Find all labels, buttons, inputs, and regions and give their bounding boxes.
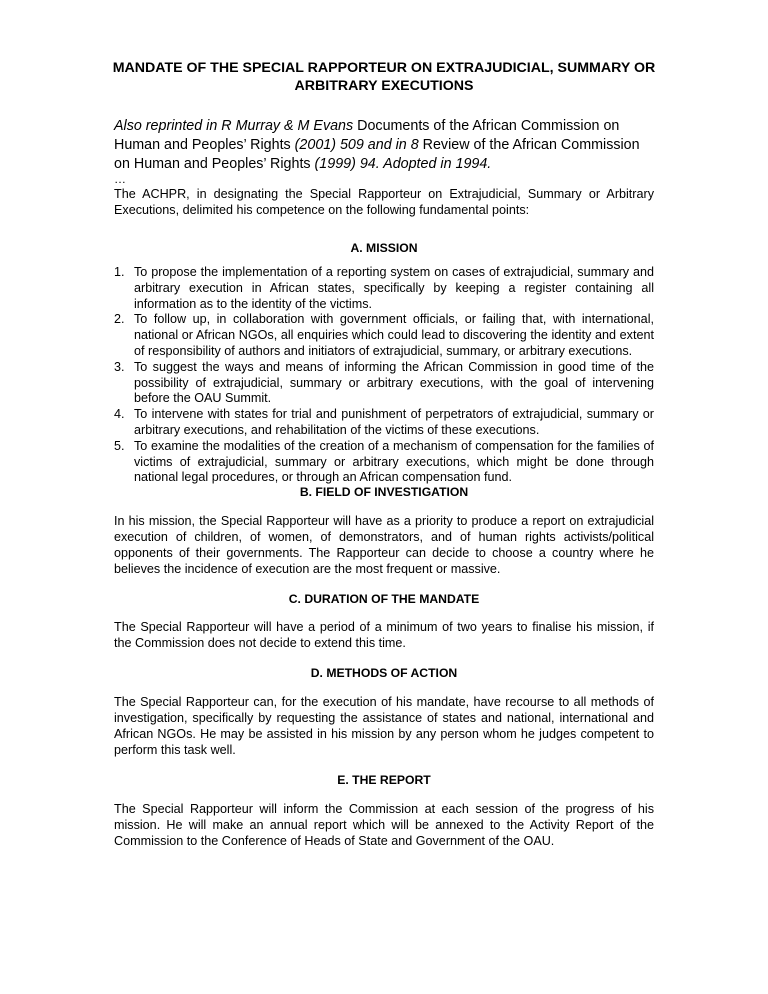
reprint-part-4: Review of the African Commission on Human and Peoples’ Rights [114,137,640,172]
intro-paragraph: The ACHPR, in designating the Special Rapporteur on Extrajudicial, Summary or Arbitrary Executions, delimited his competence on the following fundamental points: [114,187,654,217]
section-heading-field-of-investigation: B. FIELD OF INVESTIGATION [299,485,469,499]
reprint-part-3: (2001) 509 and in 8 [294,137,419,153]
mission-item-number: 3. [114,359,125,374]
reprint-part-5: (1999) 94. Adopted in 1994. [314,156,492,172]
mission-list-item [114,360,654,407]
reprint-part-1: Also reprinted in R Murray & M Evans [114,118,354,134]
reprint-note [114,117,657,174]
section-heading-duration: C. DURATION OF THE MANDATE [288,592,480,606]
mission-item-text: To follow up, in collaboration with government officials, or failing that, with international, national or African NGOs, all enquiries which could lead to discovering the identity and extent of responsibility of authors and initiators of extrajudicial, summary, or arbitrary executions. [134,312,654,358]
reprint-part-2: Documents of the African Commission on Human and Peoples’ Rights [114,118,620,153]
ellipsis-marker: … [114,172,126,186]
mission-list-item [114,439,654,486]
mission-item-number: 5. [114,438,125,453]
mission-item-text: To examine the modalities of the creation of a mechanism of compensation for the families of victims of extrajudicial, summary or arbitrary executions, which might be done through national legal procedures, or through an African compensation fund. [134,438,654,485]
methods-paragraph: The Special Rapporteur can, for the execution of his mandate, have recourse to all methods of investigation, specifically by requesting the assistance of states and national, international and African NGOs. He may be assisted in his mission by any person whom he judges competent to perform this task well. [114,695,654,757]
mission-list-item [114,407,654,439]
field-of-investigation-paragraph: In his mission, the Special Rapporteur will have as a priority to produce a report on extrajudicial execution of children, of women, of demonstrators, and of human rights activists/political opponents of their governments. The Rapporteur can decide to choose a country where he believes the incidence of execution are the most frequent or massive. [114,514,654,576]
mission-item-text: To propose the implementation of a reporting system on cases of extrajudicial, summary and arbitrary execution in African states, specifically by keeping a register containing all information as to the identity of the victims. [134,265,654,311]
mission-list [114,265,654,486]
mission-item-text: To suggest the ways and means of informing the African Commission in good time of the possibility of extrajudicial, summary or arbitrary executions, with the goal of intervening before the OAU Summit. [134,359,654,406]
section-heading-report: E. THE REPORT [337,773,431,787]
section-heading-mission: A. MISSION [350,241,418,255]
mission-item-text: To intervene with states for trial and punishment of perpetrators of extrajudicial, summary or arbitrary executions, and rehabilitation of the victims of these executions. [134,407,654,437]
mission-list-item [114,312,654,359]
section-heading-methods: D. METHODS OF ACTION [310,666,458,680]
report-paragraph: The Special Rapporteur will inform the Commission at each session of the progress of his mission. He will make an annual report which will be annexed to the Activity Report of the Commission to the Conference of Heads of State and Government of the OAU. [114,802,654,848]
mission-list-item [114,265,654,312]
mission-item-number: 1. [114,265,125,279]
mission-item-number: 4. [114,407,125,422]
document-title: MANDATE OF THE SPECIAL RAPPORTEUR ON EXTRAJUDICIAL, SUMMARY OR ARBITRARY EXECUTIONS [112,60,656,94]
duration-paragraph: The Special Rapporteur will have a period of a minimum of two years to finalise his mission, if the Commission does not decide to extend this time. [114,620,654,650]
mission-item-number: 2. [114,312,125,327]
